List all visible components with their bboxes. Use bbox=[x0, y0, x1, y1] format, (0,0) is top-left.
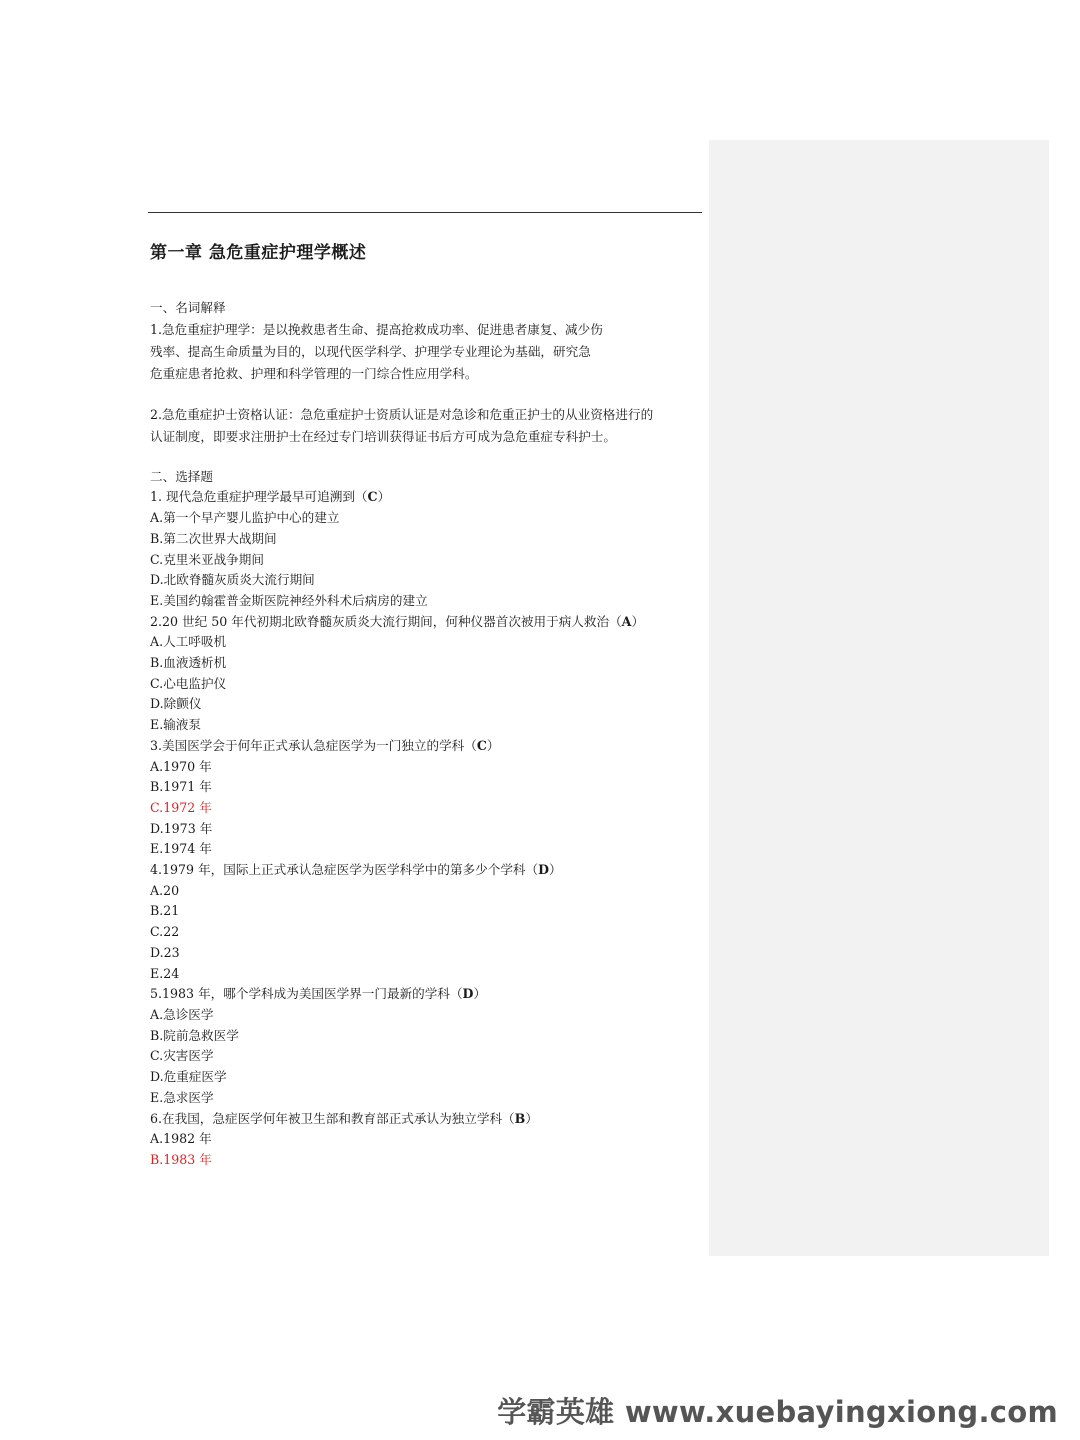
option: C.克里米亚战争期间 bbox=[150, 551, 264, 567]
option: E.急求医学 bbox=[150, 1089, 214, 1105]
definition-line: 认证制度，即要求注册护士在经过专门培训获得证书后方可成为急危重症专科护士。 bbox=[150, 428, 616, 444]
option: C.22 bbox=[150, 924, 180, 940]
watermark: 学霸英雄 www.xuebayingxiong.com bbox=[497, 1395, 1058, 1429]
comment-pane bbox=[709, 140, 1049, 1256]
definition-line: 残率、提高生命质量为目的，以现代医学科学、护理学专业理论为基础，研究急 bbox=[150, 343, 591, 359]
option-highlighted: C.1972 年 bbox=[150, 799, 212, 815]
document-body bbox=[150, 240, 710, 1171]
question-stem: 4.1979 年，国际上正式承认急症医学为医学科学中的第多少个学科（D） bbox=[150, 862, 562, 878]
spacer bbox=[150, 385, 710, 404]
answer-key: C bbox=[367, 489, 378, 505]
option: A.第一个早产婴儿监护中心的建立 bbox=[150, 510, 340, 526]
option: B.血液透析机 bbox=[150, 655, 227, 671]
option: C.灾害医学 bbox=[150, 1048, 214, 1064]
option: E.1974 年 bbox=[150, 841, 212, 857]
question-stem: 1. 现代急危重症护理学最早可追溯到（C） bbox=[150, 489, 391, 505]
definition-line: 1.急危重症护理学：是以挽救患者生命、提高抢救成功率、促进患者康复、减少伤 bbox=[150, 321, 603, 337]
section-heading-definitions: 一、名词解释 bbox=[150, 300, 226, 315]
header-rule bbox=[148, 212, 702, 213]
option-highlighted: B.1983 年 bbox=[150, 1151, 212, 1167]
option: B.第二次世界大战期间 bbox=[150, 530, 277, 546]
option: A.急诊医学 bbox=[150, 1006, 214, 1022]
option: A.1982 年 bbox=[150, 1131, 212, 1147]
answer-key: D bbox=[462, 986, 474, 1002]
option: D.危重症医学 bbox=[150, 1069, 227, 1085]
option: E.输液泵 bbox=[150, 717, 201, 733]
option: D.北欧脊髓灰质炎大流行期间 bbox=[150, 572, 315, 588]
definition-line: 2.急危重症护士资格认证：急危重症护士资质认证是对急诊和危重正护士的从业资格进行的 bbox=[150, 406, 654, 422]
answer-key: D bbox=[538, 862, 550, 878]
definition-2 bbox=[150, 404, 710, 448]
option: A.人工呼吸机 bbox=[150, 634, 227, 650]
section-heading-choices: 二、选择题 bbox=[150, 468, 213, 484]
chapter-title: 第一章 急危重症护理学概述 bbox=[150, 243, 367, 263]
option: D.1973 年 bbox=[150, 820, 213, 836]
question-stem: 2.20 世纪 50 年代初期北欧脊髓灰质炎大流行期间，何种仪器首次被用于病人救治（A） bbox=[150, 613, 645, 629]
option: E.美国约翰霍普金斯医院神经外科术后病房的建立 bbox=[150, 592, 428, 608]
definition-line: 危重症患者抢救、护理和科学管理的一门综合性应用学科。 bbox=[150, 365, 478, 381]
option: E.24 bbox=[150, 965, 180, 981]
answer-key: C bbox=[476, 737, 487, 753]
answer-key: B bbox=[514, 1110, 526, 1126]
option: B.21 bbox=[150, 903, 180, 919]
answer-key: A bbox=[621, 613, 632, 629]
question-stem: 5.1983 年，哪个学科成为美国医学界一门最新的学科（D） bbox=[150, 986, 487, 1002]
option: B.1971 年 bbox=[150, 779, 212, 795]
question-stem: 3.美国医学会于何年正式承认急症医学为一门独立的学科（C） bbox=[150, 737, 500, 753]
option: A.20 bbox=[150, 882, 180, 898]
option: A.1970 年 bbox=[150, 758, 212, 774]
option: D.23 bbox=[150, 944, 180, 960]
option: B.院前急救医学 bbox=[150, 1027, 239, 1043]
definition-1 bbox=[150, 319, 710, 385]
option: C.心电监护仪 bbox=[150, 675, 227, 691]
spacer bbox=[150, 448, 710, 467]
option: D.除颤仪 bbox=[150, 696, 202, 712]
question-stem: 6.在我国，急症医学何年被卫生部和教育部正式承认为独立学科（B） bbox=[150, 1110, 538, 1126]
